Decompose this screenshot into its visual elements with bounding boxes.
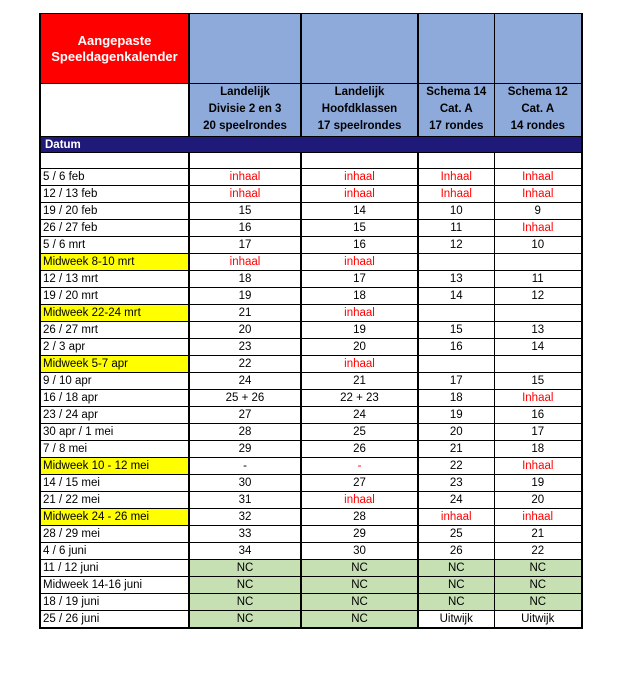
value-cell: 9 (494, 203, 582, 220)
table-row (40, 186, 582, 203)
header-landelijk-divisie (189, 84, 301, 137)
value-cell: 15 (301, 220, 418, 237)
value-cell: inhaal (494, 509, 582, 526)
value-cell: 24 (301, 407, 418, 424)
value-cell: 18 (494, 441, 582, 458)
header-line: Schema 12 (507, 86, 568, 98)
header-line: 17 speelrondes (317, 120, 402, 132)
date-cell: Midweek 22-24 mrt (40, 305, 189, 322)
table-row (40, 254, 582, 271)
value-cell: Inhaal (494, 186, 582, 203)
table-row (40, 611, 582, 629)
header-line: 20 speelrondes (203, 120, 287, 132)
value-cell: 29 (301, 526, 418, 543)
value-cell: 16 (189, 220, 301, 237)
value-cell: NC (189, 611, 301, 629)
datum-row (40, 137, 582, 153)
value-cell: 23 (418, 475, 494, 492)
sheet-title-cell (40, 14, 189, 84)
value-cell: 17 (494, 424, 582, 441)
value-cell (494, 254, 582, 271)
table-row (40, 492, 582, 509)
date-cell: 16 / 18 apr (40, 390, 189, 407)
value-cell: 19 (494, 475, 582, 492)
date-cell: Midweek 14-16 juni (40, 577, 189, 594)
value-cell: 21 (494, 526, 582, 543)
date-cell: 5 / 6 mrt (40, 237, 189, 254)
value-cell: 21 (189, 305, 301, 322)
header-schema-14 (418, 84, 494, 137)
table-row (40, 373, 582, 390)
date-cell: 30 apr / 1 mei (40, 424, 189, 441)
blank-row (40, 153, 582, 169)
value-cell: 15 (418, 322, 494, 339)
value-cell: 22 (494, 543, 582, 560)
value-cell: 17 (418, 373, 494, 390)
value-cell: 24 (418, 492, 494, 509)
value-cell: 14 (494, 339, 582, 356)
value-cell: 21 (418, 441, 494, 458)
value-cell: Inhaal (418, 169, 494, 186)
header-line: Cat. A (521, 103, 555, 115)
value-cell: 14 (418, 288, 494, 305)
table-row (40, 288, 582, 305)
header-schema-12 (494, 84, 582, 137)
table-row (40, 271, 582, 288)
blank-cell (189, 153, 301, 169)
value-cell: Uitwijk (418, 611, 494, 629)
value-cell: 12 (494, 288, 582, 305)
header-fill-3 (418, 14, 494, 84)
schedule-rows (40, 169, 582, 629)
blank-cell (494, 153, 582, 169)
value-cell (494, 356, 582, 373)
table-row (40, 339, 582, 356)
value-cell: 28 (189, 424, 301, 441)
table-row (40, 407, 582, 424)
table-row (40, 458, 582, 475)
value-cell: 26 (418, 543, 494, 560)
value-cell: NC (494, 577, 582, 594)
value-cell: NC (301, 611, 418, 629)
date-cell: 21 / 22 mei (40, 492, 189, 509)
value-cell: NC (418, 577, 494, 594)
date-cell: 11 / 12 juni (40, 560, 189, 577)
value-cell: Inhaal (418, 186, 494, 203)
sheet-title: Aangepaste Speeldagenkalender (51, 32, 178, 64)
blank-cell (418, 153, 494, 169)
value-cell: 20 (494, 492, 582, 509)
value-cell: 27 (301, 475, 418, 492)
table-row (40, 237, 582, 254)
value-cell: 10 (418, 203, 494, 220)
value-cell: 24 (189, 373, 301, 390)
date-cell: 19 / 20 mrt (40, 288, 189, 305)
table-row (40, 220, 582, 237)
date-cell: 2 / 3 apr (40, 339, 189, 356)
date-cell: 7 / 8 mei (40, 441, 189, 458)
value-cell: 18 (189, 271, 301, 288)
value-cell: 16 (418, 339, 494, 356)
date-cell: Midweek 5-7 apr (40, 356, 189, 373)
blank-cell (301, 153, 418, 169)
value-cell: 16 (301, 237, 418, 254)
table-row (40, 203, 582, 220)
value-cell: 19 (189, 288, 301, 305)
value-cell: NC (494, 594, 582, 611)
value-cell: inhaal (301, 186, 418, 203)
value-cell: inhaal (189, 254, 301, 271)
value-cell: 22 (189, 356, 301, 373)
value-cell (494, 305, 582, 322)
date-cell: Midweek 10 - 12 mei (40, 458, 189, 475)
date-cell: Midweek 8-10 mrt (40, 254, 189, 271)
header-fill-2 (301, 14, 418, 84)
table-row (40, 526, 582, 543)
value-cell: NC (301, 594, 418, 611)
header-landelijk-hoofdklassen (301, 84, 418, 137)
table-row (40, 441, 582, 458)
value-cell: 15 (189, 203, 301, 220)
value-cell: 14 (301, 203, 418, 220)
value-cell (418, 356, 494, 373)
value-cell: 26 (301, 441, 418, 458)
value-cell: Inhaal (494, 390, 582, 407)
header-line: 17 rondes (429, 120, 484, 132)
value-cell: 17 (189, 237, 301, 254)
date-cell: Midweek 24 - 26 mei (40, 509, 189, 526)
date-cell: 9 / 10 apr (40, 373, 189, 390)
date-cell: 26 / 27 mrt (40, 322, 189, 339)
value-cell (418, 305, 494, 322)
table-row (40, 169, 582, 186)
datum-label: Datum (40, 137, 582, 153)
value-cell: - (189, 458, 301, 475)
value-cell: NC (301, 560, 418, 577)
value-cell: 25 (301, 424, 418, 441)
value-cell: 11 (494, 271, 582, 288)
value-cell: 25 + 26 (189, 390, 301, 407)
value-cell: inhaal (301, 169, 418, 186)
table-row (40, 560, 582, 577)
value-cell: 30 (301, 543, 418, 560)
value-cell: 13 (418, 271, 494, 288)
table-row (40, 305, 582, 322)
value-cell: 17 (301, 271, 418, 288)
value-cell: 29 (189, 441, 301, 458)
table-row (40, 577, 582, 594)
header-line: Hoofdklassen (321, 103, 398, 115)
value-cell: 21 (301, 373, 418, 390)
value-cell: 20 (418, 424, 494, 441)
value-cell: NC (301, 577, 418, 594)
value-cell: 33 (189, 526, 301, 543)
value-cell: Inhaal (494, 220, 582, 237)
value-cell: 18 (418, 390, 494, 407)
value-cell: 15 (494, 373, 582, 390)
value-cell: 22 + 23 (301, 390, 418, 407)
value-cell: inhaal (301, 492, 418, 509)
value-cell: 20 (189, 322, 301, 339)
value-cell: Uitwijk (494, 611, 582, 629)
header-line: Divisie 2 en 3 (208, 103, 282, 115)
header-line: Landelijk (334, 86, 385, 98)
value-cell: NC (494, 560, 582, 577)
table-row (40, 390, 582, 407)
value-cell: inhaal (301, 356, 418, 373)
table-row (40, 356, 582, 373)
value-cell: 23 (189, 339, 301, 356)
date-cell: 5 / 6 feb (40, 169, 189, 186)
value-cell: 12 (418, 237, 494, 254)
header-line: Landelijk (220, 86, 270, 98)
value-cell: - (301, 458, 418, 475)
value-cell: inhaal (418, 509, 494, 526)
value-cell (418, 254, 494, 271)
value-cell: inhaal (189, 169, 301, 186)
date-cell: 23 / 24 apr (40, 407, 189, 424)
value-cell: 28 (301, 509, 418, 526)
table-row (40, 424, 582, 441)
header-fill-1 (189, 14, 301, 84)
value-cell: 22 (418, 458, 494, 475)
value-cell: NC (189, 594, 301, 611)
value-cell: 19 (301, 322, 418, 339)
date-cell: 12 / 13 feb (40, 186, 189, 203)
value-cell: 30 (189, 475, 301, 492)
header-line: Cat. A (439, 103, 473, 115)
value-cell: 31 (189, 492, 301, 509)
value-cell: 25 (418, 526, 494, 543)
date-cell: 14 / 15 mei (40, 475, 189, 492)
value-cell: 10 (494, 237, 582, 254)
date-cell: 12 / 13 mrt (40, 271, 189, 288)
value-cell: 20 (301, 339, 418, 356)
value-cell: 11 (418, 220, 494, 237)
value-cell: 27 (189, 407, 301, 424)
value-cell: 32 (189, 509, 301, 526)
value-cell: 19 (418, 407, 494, 424)
value-cell: NC (418, 560, 494, 577)
value-cell: NC (418, 594, 494, 611)
value-cell: inhaal (189, 186, 301, 203)
date-cell: 4 / 6 juni (40, 543, 189, 560)
date-cell: 26 / 27 feb (40, 220, 189, 237)
date-cell: 19 / 20 feb (40, 203, 189, 220)
speeldagen-table (39, 13, 583, 629)
date-cell: 25 / 26 juni (40, 611, 189, 629)
header-fill-4 (494, 14, 582, 84)
table-row (40, 322, 582, 339)
header-line: 14 rondes (510, 120, 565, 132)
value-cell: 13 (494, 322, 582, 339)
table-row (40, 475, 582, 492)
table-row (40, 543, 582, 560)
date-cell: 18 / 19 juni (40, 594, 189, 611)
value-cell: 34 (189, 543, 301, 560)
value-cell: NC (189, 560, 301, 577)
value-cell: 16 (494, 407, 582, 424)
header-corner (40, 84, 189, 137)
blank-cell (40, 153, 189, 169)
value-cell: Inhaal (494, 458, 582, 475)
date-cell: 28 / 29 mei (40, 526, 189, 543)
value-cell: Inhaal (494, 169, 582, 186)
value-cell: 18 (301, 288, 418, 305)
value-cell: inhaal (301, 305, 418, 322)
value-cell: NC (189, 577, 301, 594)
column-header-row (40, 84, 582, 137)
value-cell: inhaal (301, 254, 418, 271)
table-row (40, 594, 582, 611)
header-line: Schema 14 (426, 86, 487, 98)
table-row (40, 509, 582, 526)
